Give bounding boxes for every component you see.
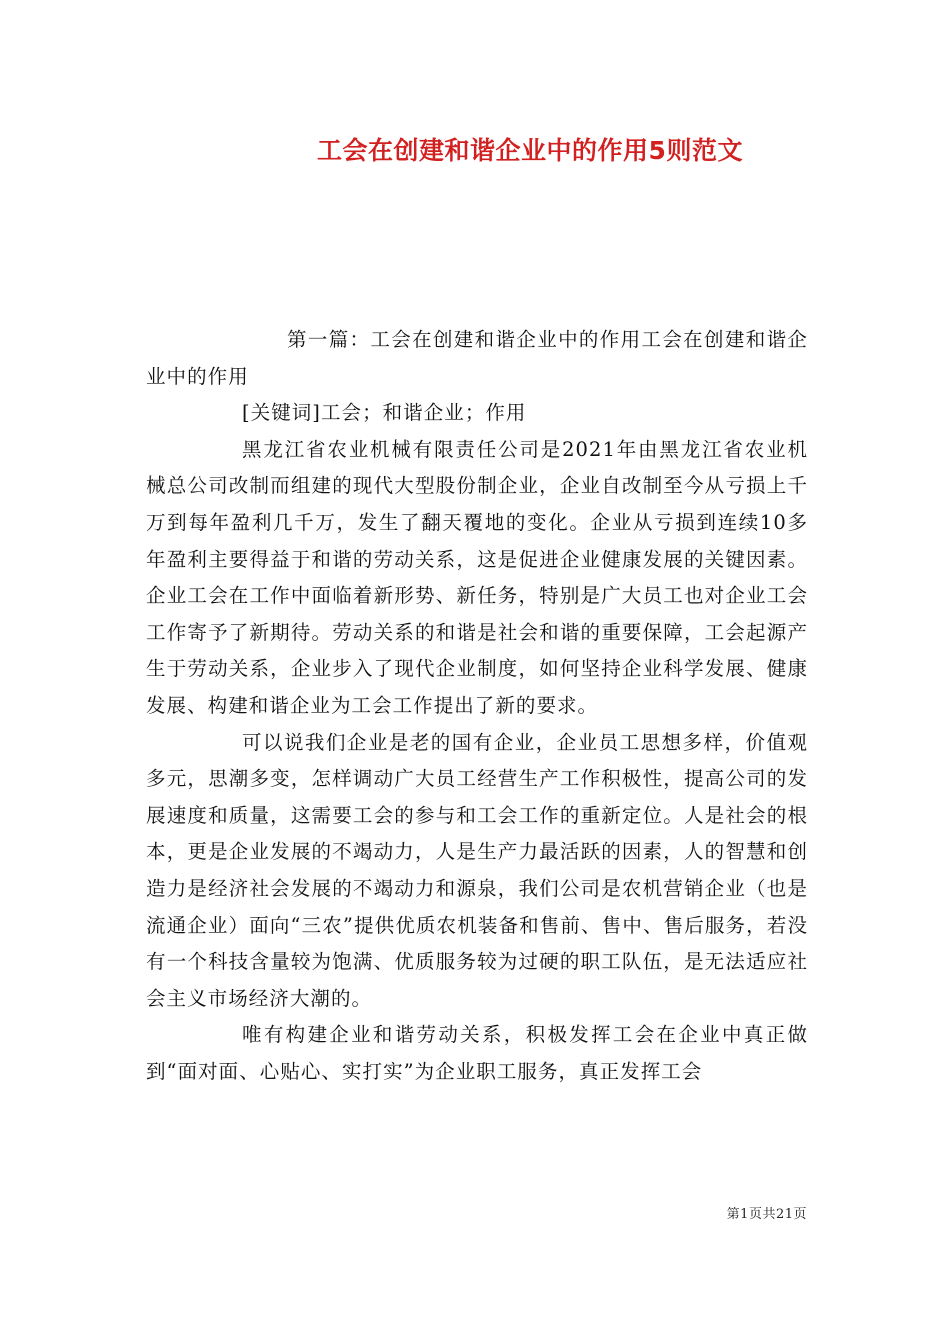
paragraph: 唯有构建企业和谐劳动关系，积极发挥工会在企业中真正做到“面对面、心贴心、实打实”为企业职工服务，真正发挥工会	[146, 1023, 808, 1083]
paragraph: 可以说我们企业是老的国有企业，企业员工思想多样，价值观多元，思潮多变，怎样调动广大员工经营生产工作积极性，提高公司的发展速度和质量，这需要工会的参与和工会工作的重新定位。人是社会的根本，更是企业发展的不竭动力，人是生产力最活跃的因素，人的智慧和创造力是经济社会发展的不竭动力和源泉，我们公司是农机营销企业（也是流通企业）面向“三农”提供优质农机装备和售前、售中、售后服务，若没有一个科技含量较为饱满、优质服务较为过硬的职工队伍，是无法适应社会主义市场经济大潮的。	[146, 730, 808, 1010]
document-title: 工会在创建和谐企业中的作用5则范文	[317, 136, 743, 165]
document-body	[146, 322, 808, 1090]
paragraph-keywords: [关键词]工会；和谐企业；作用	[242, 401, 527, 425]
page-number: 第1页共21页	[726, 1207, 807, 1222]
paragraph: 黑龙江省农业机械有限责任公司是2021年由黑龙江省农业机械总公司改制而组建的现代大型股份制企业，企业自改制至今从亏损上千万到每年盈利几千万，发生了翻天覆地的变化。企业从亏损到连续10多年盈利主要得益于和谐的劳动关系，这是促进企业健康发展的关键因素。企业工会在工作中面临着新形势、新任务，特别是广大员工也对企业工会工作寄予了新期待。劳动关系的和谐是社会和谐的重要保障，工会起源产生于劳动关系，企业步入了现代企业制度，如何坚持企业科学发展、健康发展、构建和谐企业为工会工作提出了新的要求。	[146, 437, 808, 717]
paragraph-heading: 第一篇：工会在创建和谐企业中的作用工会在创建和谐企业中的作用	[146, 328, 808, 388]
